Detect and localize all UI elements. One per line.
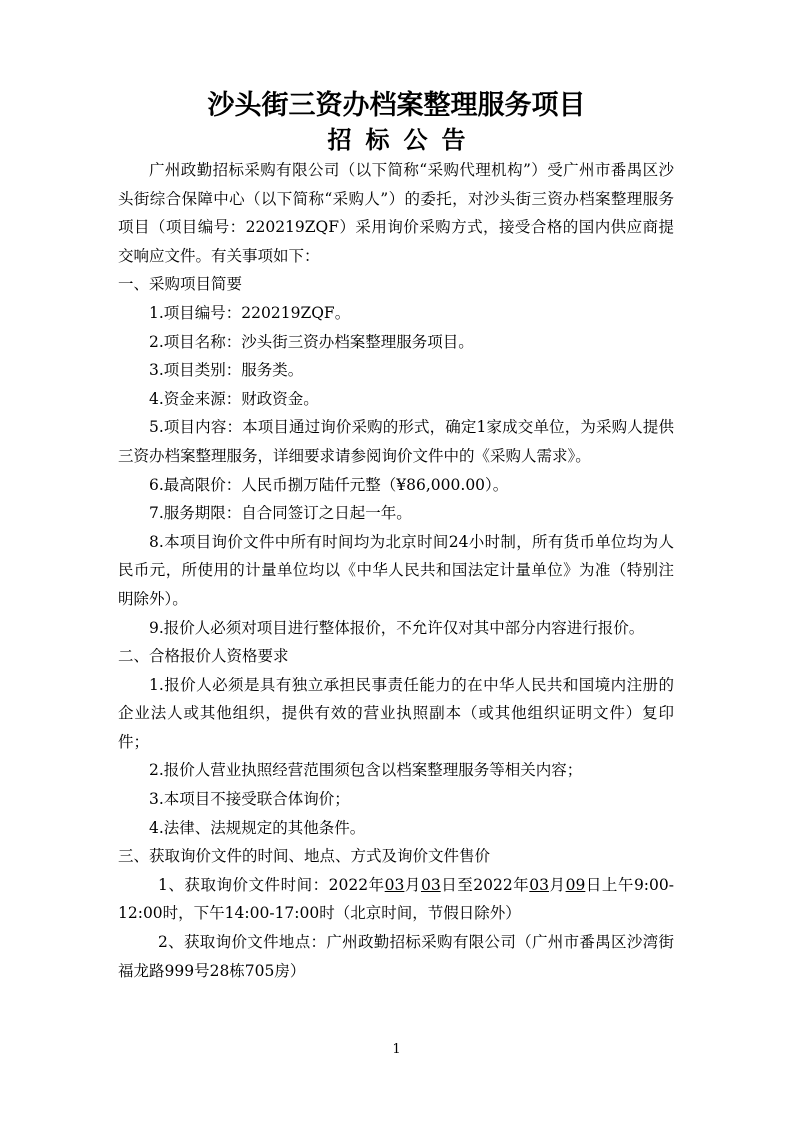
to-year-text: 日至2022年 — [440, 875, 530, 894]
start-day: 03 — [420, 875, 441, 894]
section1-item: 5.项目内容：本项目通过询价采购的形式，确定1家成交单位，为采购人提供三资办档案整理服务，详细要求请参阅询价文件中的《采购人需求》。 — [118, 418, 674, 465]
section1-item: 1.项目编号：220219ZQF。 — [149, 303, 351, 322]
month-text: 月 — [549, 875, 566, 894]
section2-item: 2.报价人营业执照经营范围须包含以档案整理服务等相关内容； — [149, 761, 583, 780]
document-title: 沙头街三资办档案整理服务项目 — [207, 90, 586, 121]
section3-item-time — [118, 871, 674, 928]
time-suffix: 日上午9:00-12:00时，下午14:00-17:00时（北京时间，节假日除外） — [118, 875, 674, 923]
section2-item: 4.法律、法规规定的其他条件。 — [149, 818, 366, 837]
document-subtitle: 招标公告 — [327, 126, 480, 154]
time-prefix: 1、获取询价文件时间：2022年 — [158, 875, 385, 894]
section1-item: 3.项目类别：服务类。 — [149, 361, 304, 380]
section1-item: 2.项目名称：沙头街三资办档案整理服务项目。 — [149, 332, 474, 351]
section2-heading: 二、合格报价人资格要求 — [118, 647, 289, 666]
month-text: 月 — [404, 875, 421, 894]
start-month: 03 — [384, 875, 405, 894]
section1-heading: 一、采购项目简要 — [118, 275, 243, 294]
end-day: 09 — [565, 875, 586, 894]
section1-item: 7.服务期限：自合同签订之日起一年。 — [149, 504, 412, 523]
section3-item-location: 2、获取询价文件地点：广州政勤招标采购有限公司（广州市番禺区沙湾街福龙路999号28栋705房） — [118, 933, 674, 980]
section3-heading: 三、获取询价文件的时间、地点、方式及询价文件售价 — [118, 847, 491, 866]
section2-item: 1.报价人必须是具有独立承担民事责任能力的在中华人民共和国境内注册的企业法人或其他组织，提供有效的营业执照副本（或其他组织证明文件）复印件； — [118, 675, 674, 751]
section1-item: 4.资金来源：财政资金。 — [149, 389, 319, 408]
end-month: 03 — [529, 875, 550, 894]
document-body — [118, 156, 674, 985]
intro-paragraph: 广州政勤招标采购有限公司（以下简称“采购代理机构”）受广州市番禺区沙头街综合保障中心（以下简称“采购人”）的委托，对沙头街三资办档案整理服务项目（项目编号：220219ZQF）采用询价采购方式，接受合格的国内供应商提交响应文件。有关事项如下： — [118, 161, 674, 265]
section2-item: 3.本项目不接受联合体询价； — [149, 790, 350, 809]
page-number: 1 — [392, 1042, 401, 1057]
section1-item: 9.报价人必须对项目进行整体报价，不允许仅对其中部分内容进行报价。 — [149, 618, 645, 637]
section1-item: 8.本项目询价文件中所有时间均为北京时间24小时制，所有货币单位均为人民币元，所使用的计量单位均以《中华人民共和国法定计量单位》为准（特别注明除外）。 — [118, 532, 674, 608]
section1-item: 6.最高限价：人民币捌万陆仟元整（¥86,000.00）。 — [149, 475, 509, 494]
